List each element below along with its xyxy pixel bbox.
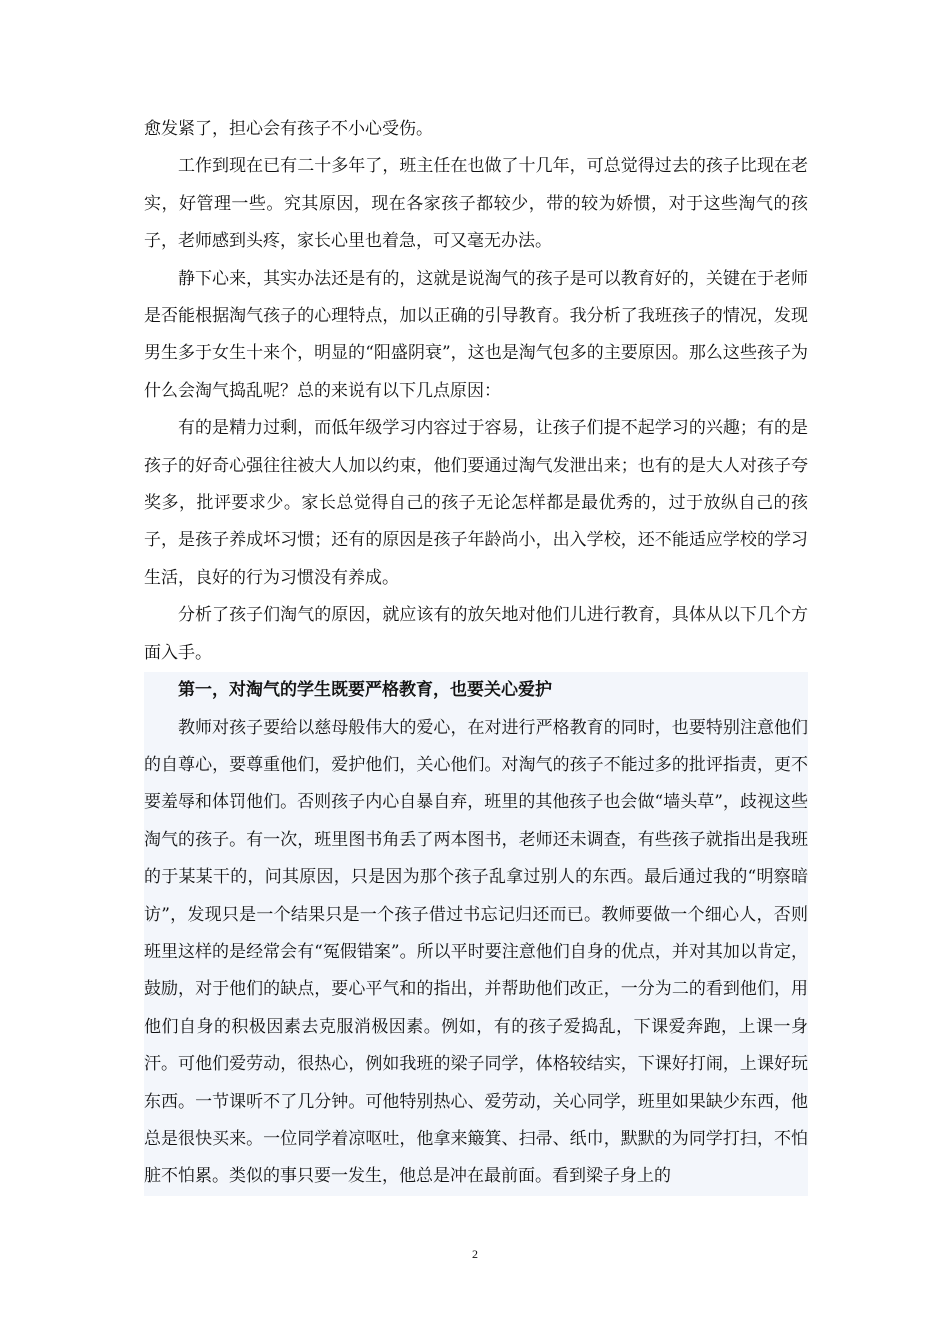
section-paragraph: 教师对孩子要给以慈母般伟大的爱心，在对进行严格教育的同时，也要特别注意他们的自尊心，要尊重他们，爱护他们，关心他们。对淘气的孩子不能过多的批评指责，更不要羞辱和体罚他们。否则孩子内心自暴自弃，班里的其他孩子也会做“墙头草”，歧视这些淘气的孩子。有一次，班里图书角丢了两本图书，老师还未调查，有些孩子就指出是我班的于某某干的，问其原因，只是因为那个孩子乱拿过别人的东西。最后通过我的“明察暗访”，发现只是一个结果只是一个孩子借过书忘记归还而已。教师要做一个细心人，否则班里这样的是经常会有“冤假错案”。所以平时要注意他们自身的优点，并对其加以肯定，鼓励，对于他们的缺点，要心平气和的指出，并帮助他们改正，一分为二的看到他们，用他们自身的积极因素去克服消极因素。例如，有的孩子爱捣乱，下课爱奔跑，上课一身汗。可他们爱劳动，很热心，例如我班的梁子同学，体格较结实，下课好打闹，上课好玩东西。一节课听不了几分钟。可他特别热心、爱劳动，关心同学，班里如果缺少东西，他总是很快买来。一位同学着凉呕吐，他拿来簸箕、扫帚、纸巾，默默的为同学打扫，不怕脏不怕累。类似的事只要一发生，他总是冲在最前面。看到梁子身上的 — [144, 717, 808, 1187]
paragraph-analysis: 静下心来，其实办法还是有的，这就是说淘气的孩子是可以教育好的，关键在于老师是否能根据淘气孩子的心理特点，加以正确的引导教育。我分析了我班孩子的情况，发现男生多于女生十来个，明显的“阳盛阴衰”，这也是淘气包多的主要原因。那么这些孩子为什么会淘气捣乱呢？总的来说有以下几点原因： — [144, 268, 808, 401]
paragraph-approach: 分析了孩子们淘气的原因，就应该有的放矢地对他们儿进行教育，具体从以下几个方面入手。 — [144, 605, 808, 663]
section-one — [144, 672, 808, 1196]
paragraph-reasons: 有的是精力过剩，而低年级学习内容过于容易，让孩子们提不起学习的兴趣；有的是孩子的好奇心强往往被大人加以约束，他们要通过淘气发泄出来；也有的是大人对孩子夸奖多，批评要求少。家长总觉得自己的孩子无论怎样都是最优秀的，过于放纵自己的孩子，是孩子养成坏习惯；还有的原因是孩子年龄尚小，出入学校，还不能适应学校的学习生活，良好的行为习惯没有养成。 — [144, 418, 808, 588]
paragraph-continued: 愈发紧了，担心会有孩子不小心受伤。 — [144, 119, 433, 139]
section-heading: 第一，对淘气的学生既要严格教育，也要关心爱护 — [178, 680, 552, 701]
page-body — [144, 111, 808, 1196]
paragraph-experience: 工作到现在已有二十多年了，班主任在也做了十几年，可总觉得过去的孩子比现在老实，好管理一些。究其原因，现在各家孩子都较少，带的较为娇惯，对于这些淘气的孩子，老师感到头疼，家长心里也着急，可又毫无办法。 — [144, 156, 808, 252]
page-number: 2 — [472, 1247, 478, 1261]
